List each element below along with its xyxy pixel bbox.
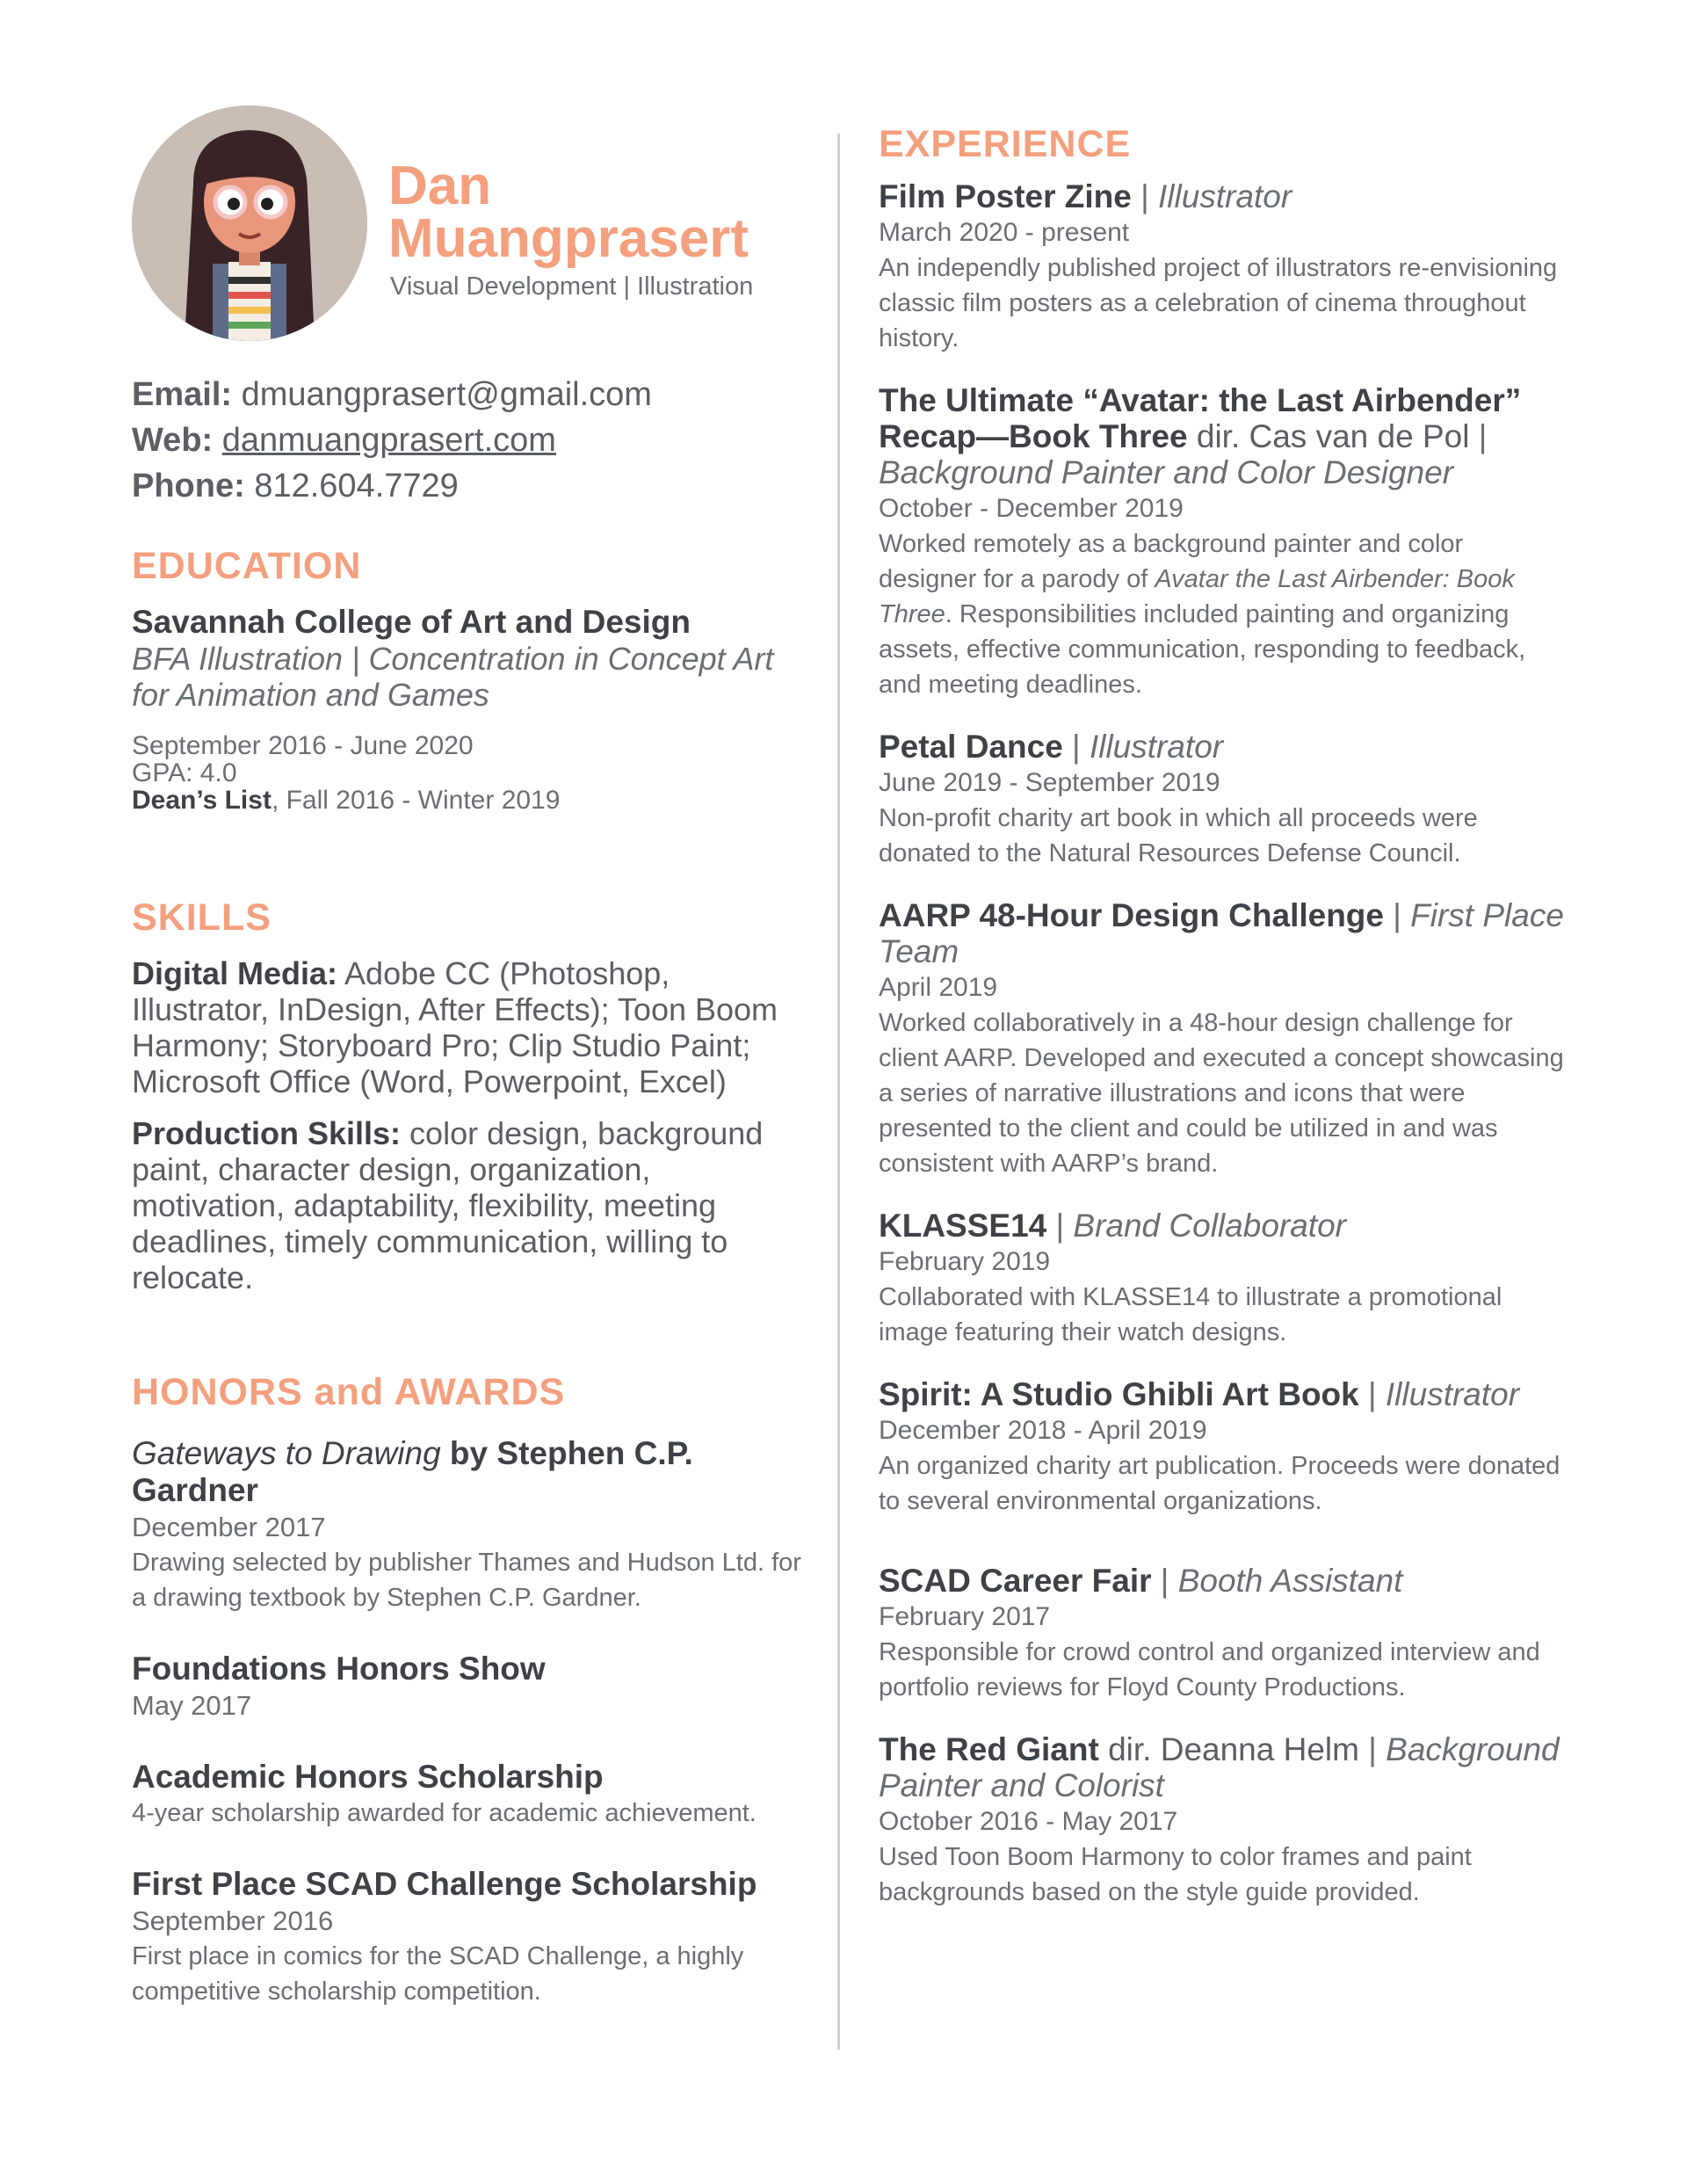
honor-title: Academic Honors Scholarship — [132, 1759, 604, 1795]
phone-label: Phone: — [132, 468, 245, 504]
experience-role: Background Painter and Color Designer — [879, 454, 1454, 490]
right-column — [879, 123, 1564, 1936]
honor-title-rest: by Stephen C.P. Gardner — [132, 1435, 693, 1508]
experience-title: Petal Dance — [879, 729, 1063, 765]
experience-item — [879, 1563, 1564, 1705]
gpa: GPA: 4.0 — [132, 758, 237, 787]
experience-date: March 2020 - present — [879, 218, 1130, 247]
column-divider — [837, 134, 840, 2050]
experience-heading-line — [879, 1208, 1564, 1244]
experience-role: Background Painter and Colorist — [879, 1731, 1560, 1803]
experience-description: Responsible for crowd control and organized interview and portfolio reviews for Floyd County Productions. — [879, 1638, 1540, 1701]
experience-date: December 2018 - April 2019 — [879, 1416, 1207, 1445]
digital-media-skills — [132, 955, 808, 1099]
email-label: Email: — [132, 376, 233, 413]
experience-description: An independly published project of illustrators re-envisioning classic film posters as a celebration of cinema throughout history. — [879, 254, 1558, 352]
experience-item — [879, 178, 1564, 356]
honor-item — [132, 1759, 808, 1831]
experience-role: Booth Assistant — [1177, 1563, 1403, 1599]
experience-heading-line — [879, 897, 1564, 969]
experience-date: October 2016 - May 2017 — [879, 1807, 1178, 1836]
honor-description: First place in comics for the SCAD Challenge, a highly competitive scholarship competition. — [132, 1942, 744, 2006]
web-link[interactable]: danmuangprasert.com — [221, 422, 556, 459]
school-name: Savannah College of Art and Design — [132, 604, 691, 640]
experience-item — [879, 1731, 1564, 1910]
experience-item — [879, 897, 1564, 1181]
separator: | — [1151, 1563, 1178, 1599]
experience-description: An organized charity art publication. Proceeds were donated to several environmental organizations. — [879, 1452, 1560, 1515]
production-skills-label: Production Skills: — [132, 1115, 402, 1151]
experience-date: October - December 2019 — [879, 494, 1184, 523]
web-label: Web: — [132, 422, 214, 459]
honor-item — [132, 1866, 808, 2009]
description-text: . Responsibilities included painting and organizing assets, effective communication, responding to feedback, and meeting deadlines. — [879, 600, 1526, 699]
experience-description: Worked collaboratively in a 48-hour design challenge for client AARP. Developed and executed a concept showcasing a series of narrative illustrations and icons that were presented to the client and could be utilized in and was consistent with AARP’s brand. — [879, 1009, 1564, 1178]
experience-heading-line — [879, 382, 1564, 490]
experience-title: The Ultimate “Avatar: the Last Airbender” Recap—Book Three — [879, 382, 1522, 454]
experience-role: Illustrator — [1158, 178, 1292, 214]
digital-media-text: Adobe CC (Photoshop, Illustrator, InDesign, After Effects); Toon Boom Harmony; Storyboard Pro; Clip Studio Paint; Microsoft Office (Word, Powerpoint, Excel) — [132, 955, 778, 1099]
education-details — [132, 732, 808, 814]
experience-description — [879, 526, 1564, 702]
honor-title: Foundations Honors Show — [132, 1651, 546, 1687]
honor-item — [132, 1435, 808, 1615]
separator: | — [1469, 418, 1488, 454]
skills-heading: SKILLS — [132, 896, 272, 939]
deans-list-label: Dean’s List — [132, 786, 272, 815]
avatar — [132, 105, 367, 341]
education-section — [132, 545, 808, 814]
separator: | — [1358, 1731, 1387, 1767]
email-value[interactable]: dmuangprasert@gmail.com — [241, 376, 652, 413]
experience-title: SCAD Career Fair — [879, 1563, 1152, 1599]
deans-list-dates: , Fall 2016 - Winter 2019 — [271, 786, 561, 815]
separator: | — [1046, 1208, 1074, 1244]
experience-title: Film Poster Zine — [879, 178, 1132, 214]
description-text: Worked remotely as a background painter and color designer for a parody of — [879, 530, 1464, 593]
honor-date: December 2017 — [132, 1512, 326, 1542]
experience-director: dir. Deanna Helm — [1098, 1731, 1359, 1767]
experience-heading: EXPERIENCE — [879, 123, 1132, 165]
experience-date: February 2019 — [879, 1247, 1051, 1276]
experience-item — [879, 382, 1564, 702]
phone-value: 812.604.7729 — [254, 468, 459, 504]
phone-row — [132, 463, 652, 509]
experience-date: February 2017 — [879, 1602, 1051, 1631]
education-heading: EDUCATION — [132, 545, 362, 587]
skills-section — [132, 896, 808, 1295]
experience-description: Collaborated with KLASSE14 to illustrate a promotional image featuring their watch designs. — [879, 1283, 1502, 1346]
honor-description: 4-year scholarship awarded for academic achievement. — [132, 1799, 757, 1827]
honor-date: May 2017 — [132, 1690, 252, 1721]
tagline: Visual Development | Illustration — [390, 272, 754, 301]
separator: | — [1062, 729, 1090, 765]
education-dates: September 2016 - June 2020 — [132, 731, 474, 760]
digital-media-label: Digital Media: — [132, 955, 338, 991]
experience-heading-line — [879, 729, 1564, 765]
honors-heading: HONORS and AWARDS — [132, 1371, 566, 1413]
experience-title: Spirit: A Studio Ghibli Art Book — [879, 1376, 1359, 1412]
honor-title-italic: Gateways to Drawing — [132, 1435, 441, 1471]
experience-role: Illustrator — [1385, 1376, 1520, 1412]
experience-role: First Place Team — [879, 897, 1564, 969]
experience-description: Used Toon Boom Harmony to color frames and paint backgrounds based on the style guide provided. — [879, 1843, 1472, 1906]
production-skills — [132, 1115, 808, 1295]
honors-section — [132, 1371, 808, 2009]
experience-heading-line — [879, 178, 1564, 214]
experience-heading-line — [879, 1731, 1564, 1803]
experience-title: KLASSE14 — [879, 1208, 1047, 1244]
degree: BFA Illustration | Concentration in Concept Art for Animation and Games — [132, 641, 774, 713]
experience-item — [879, 1208, 1564, 1350]
experience-item — [879, 1376, 1564, 1519]
separator: | — [1131, 178, 1159, 214]
honor-title: First Place SCAD Challenge Scholarship — [132, 1866, 757, 1902]
honor-description: Drawing selected by publisher Thames and Hudson Ltd. for a drawing textbook by Stephen C.P. Gardner. — [132, 1549, 801, 1612]
experience-date: June 2019 - September 2019 — [879, 768, 1220, 797]
last-name: Muangprasert — [388, 208, 749, 269]
separator: | — [1383, 897, 1411, 933]
education-entry — [132, 604, 808, 814]
experience-heading-line — [879, 1563, 1564, 1599]
honor-item — [132, 1651, 808, 1723]
production-skills-text: color design, background paint, character design, organization, motivation, adaptability, flexibility, meeting deadlines, timely communication, willing to relocate. — [132, 1115, 764, 1295]
experience-date: April 2019 — [879, 973, 998, 1002]
contact-block — [132, 372, 652, 509]
experience-description: Non-profit charity art book in which all proceeds were donated to the Natural Resources Defense Council. — [879, 804, 1478, 867]
experience-item — [879, 729, 1564, 871]
email-row — [132, 372, 652, 417]
web-row — [132, 417, 652, 463]
experience-role: Illustrator — [1089, 729, 1224, 765]
honor-date: September 2016 — [132, 1905, 334, 1936]
honor-title — [132, 1435, 808, 1509]
deans-list — [132, 787, 808, 814]
description-italic: Avatar the Last Airbender: Book Three — [879, 565, 1515, 628]
first-name: Dan — [388, 156, 492, 216]
experience-heading-line — [879, 1376, 1564, 1412]
experience-director: dir. Cas van de Pol — [1187, 418, 1470, 454]
applicant-name — [388, 156, 749, 269]
experience-role: Brand Collaborator — [1073, 1208, 1346, 1244]
experience-title: AARP 48-Hour Design Challenge — [879, 897, 1384, 933]
experience-title: The Red Giant — [879, 1731, 1099, 1767]
separator: | — [1358, 1376, 1386, 1412]
avatar-illustration-icon — [132, 105, 367, 341]
